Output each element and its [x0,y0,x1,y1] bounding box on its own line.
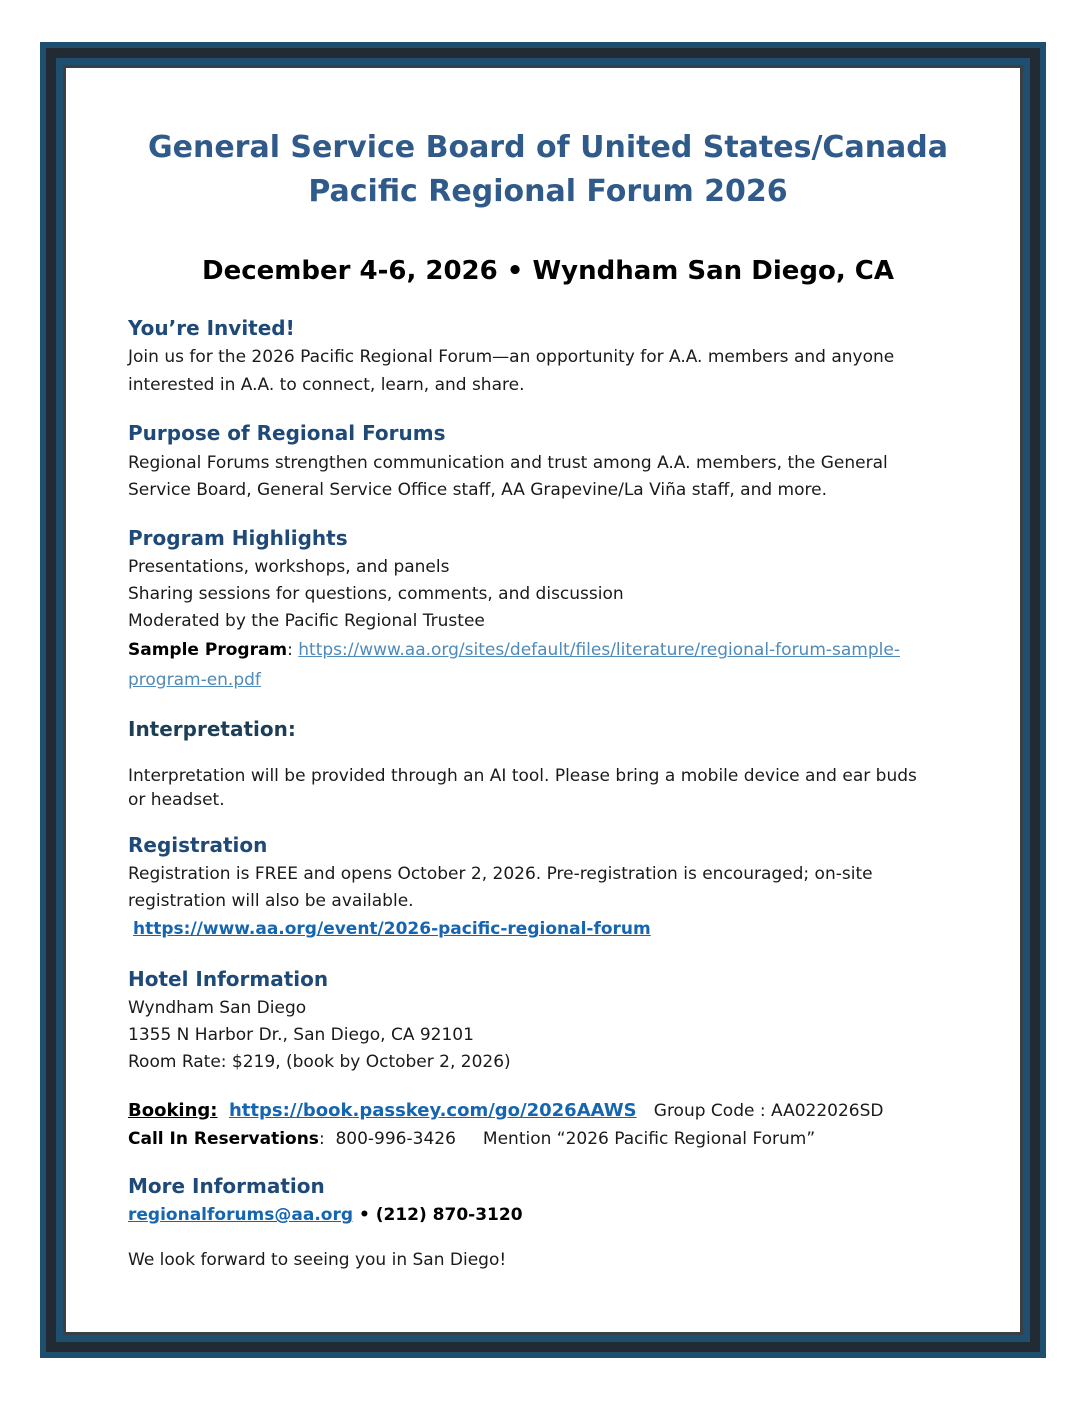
registration-text-1: Registration is FREE and opens October 2, 2026. Pre-registration is encouraged; on-site [128,864,873,884]
more-info-heading: More Information [128,1174,325,1198]
closing-text: We look forward to seeing you in San Diego! [128,1250,507,1270]
program-item-1: Presentations, workshops, and panels [128,557,450,577]
invited-text-1: Join us for the 2026 Pacific Regional Forum—an opportunity for A.A. members and anyone [128,347,895,367]
hotel-rate: Room Rate: $219, (book by October 2, 2026) [128,1052,511,1072]
interpretation-heading: Interpretation: [128,717,296,741]
title-line-2: Pacific Regional Forum 2026 [308,174,788,209]
hotel-name: Wyndham San Diego [128,998,307,1018]
registration-heading: Registration [128,833,268,857]
title-line-1: General Service Board of United States/Canada [147,130,949,165]
call-reservations-label: Call In Reservations [128,1129,319,1149]
sample-program-link[interactable]: https://www.aa.org/sites/default/files/literature/regional-forum-sample- [298,640,900,660]
interpretation-text-1: Interpretation will be provided through an AI tool. Please bring a mobile device and ear buds [128,766,917,786]
registration-text-2: registration will also be available. [128,891,414,911]
program-heading: Program Highlights [128,526,348,550]
invited-heading: You’re Invited! [128,316,295,340]
booking-line [128,1097,884,1125]
purpose-heading: Purpose of Regional Forums [128,421,446,445]
date-location: December 4-6, 2026 • Wyndham San Diego, CA [202,256,894,286]
interpretation-text-2: or headset. [128,790,225,810]
registration-link[interactable]: https://www.aa.org/event/2026-pacific-regional-forum [133,919,651,939]
phone-number: • (212) 870-3120 [353,1205,523,1225]
sample-program-link-cont [128,667,261,694]
invited-text-2: interested in A.A. to connect, learn, and share. [128,375,525,395]
call-reservations-line [128,1126,815,1153]
registration-link-line [133,916,651,943]
purpose-text-2: Service Board, General Service Office staff, AA Grapevine/La Viña staff, and more. [128,480,827,500]
hotel-heading: Hotel Information [128,967,329,991]
sample-program-link-2[interactable]: program-en.pdf [128,670,261,690]
booking-link[interactable]: https://book.passkey.com/go/2026AAWS [228,1100,637,1121]
program-item-2: Sharing sessions for questions, comments, and discussion [128,584,624,604]
sample-program-label: Sample Program [128,640,288,660]
purpose-text-1: Regional Forums strengthen communication and trust among A.A. members, the General [128,453,888,473]
email-link[interactable]: regionalforums@aa.org [128,1205,354,1225]
sample-program-sep: : [287,640,299,660]
group-code: Group Code : AA022026SD [653,1101,884,1121]
sample-program-line [128,637,900,664]
program-item-3: Moderated by the Pacific Regional Trustee [128,611,485,631]
booking-label: Booking: [128,1100,218,1121]
contact-line [128,1202,523,1229]
call-reservations-text: : 800-996-3426 Mention “2026 Pacific Regional Forum” [318,1129,816,1149]
hotel-address: 1355 N Harbor Dr., San Diego, CA 92101 [128,1025,474,1045]
